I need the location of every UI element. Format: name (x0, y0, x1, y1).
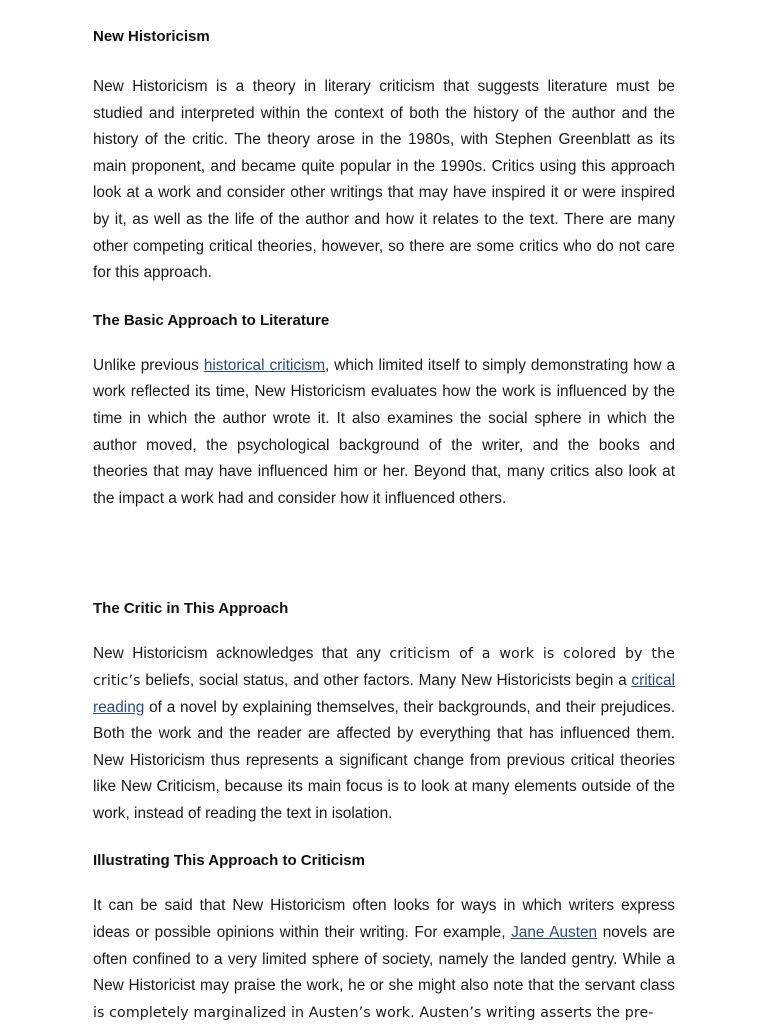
section-heading-new-historicism: New Historicism (93, 28, 210, 45)
jane-austen-link[interactable]: Jane Austen (511, 924, 598, 942)
document-page (93, 24, 675, 1026)
paragraph-text: beliefs, social status, and other factors. Many New Historicists begin a (140, 671, 632, 689)
section-paragraph-illustrating (93, 893, 675, 1026)
paragraph-text-alt-font: criticism of a work is colored by the critic’s (93, 646, 675, 689)
paragraph-text: , which limited itself to simply demonstrating how a work reflected its time, New Historicism evaluates how the work is influenced by the time in which the author wrote it. It also examines the social sphere in which the author moved, the psychological background of the writer, and the books and theories that may have influenced him or her. Beyond that, many critics also look at the impact a work had and consider how it influenced others. (93, 356, 676, 507)
historical-criticism-link[interactable]: historical criticism (203, 356, 326, 374)
section-heading-illustrating: Illustrating This Approach to Criticism (93, 852, 365, 870)
paragraph-text: Unlike previous (93, 356, 204, 374)
paragraph-text: New Historicism acknowledges that any (93, 645, 390, 663)
paragraph-text: It can be said that New Historicism often looks for ways in which writers express ideas or possible opinions within their writing. For example, (93, 897, 675, 942)
section-paragraph-critic (93, 641, 675, 827)
section-heading-basic-approach: The Basic Approach to Literature (93, 311, 330, 329)
section-paragraph-intro: New Historicism is a theory in literary criticism that suggests literature must be studied and interpreted within the context of both the history of the author and the history of the critic. The theory arose in the 1980s, with Stephen Greenblatt as its main proponent, and became quite popular in the 1990s. Critics using this approach look at a work and consider other writings that may have inspired it or were inspired by it, as well as the life of the author and how it relates to the text. There are many other competing critical theories, however, so there are some critics who do not care for this approach. (93, 78, 675, 282)
critical-reading-link[interactable]: critical reading (93, 671, 675, 716)
section-paragraph-basic-approach (93, 353, 675, 513)
paragraph-text-alt-font: is completely marginalized in Austen’s work. Austen’s writing asserts the pre- (93, 1004, 654, 1021)
paragraph-text: of a novel by explaining themselves, their backgrounds, and their prejudices. Both the work and the reader are affected by everything that has influenced them. New Historicism thus represents a significant change from previous critical theories like New Criticism, because its main focus is to look at many elements outside of the work, instead of reading the text in isolation. (93, 698, 675, 822)
section-heading-critic: The Critic in This Approach (93, 600, 289, 618)
paragraph-text: novels are often confined to a very limited sphere of society, namely the landed gentry. While a New Historicist may praise the work, he or she might also note that the servant class (93, 924, 676, 995)
